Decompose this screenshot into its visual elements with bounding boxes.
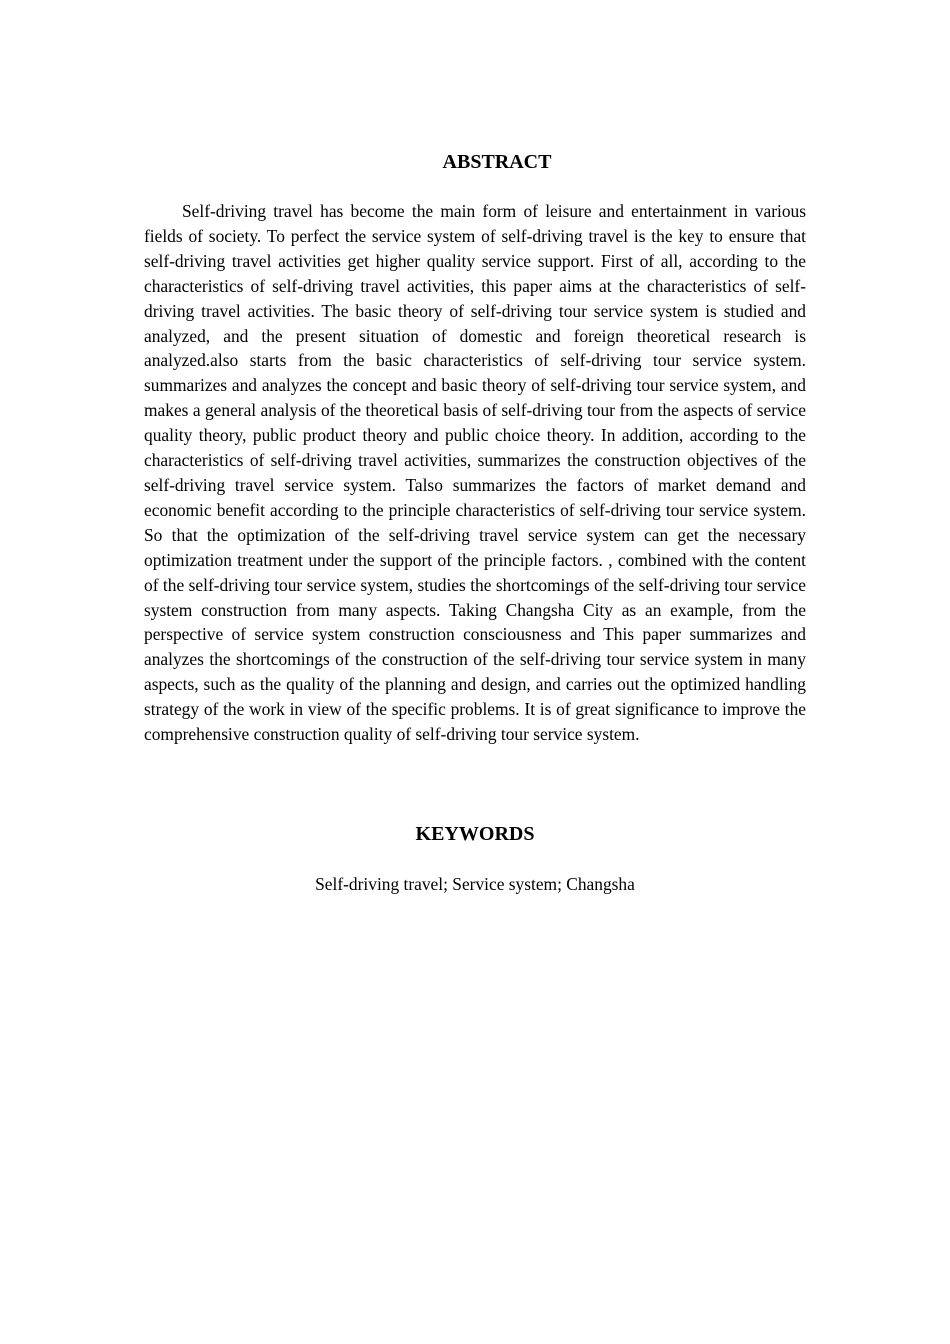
- keywords-heading: KEYWORDS: [415, 823, 535, 845]
- keywords-text: Self-driving travel; Service system; Changsha: [315, 874, 635, 894]
- abstract-body: Self-driving travel has become the main form of leisure and entertainment in various fields of society. To perfect the service system of self-driving travel is the key to ensure that self-driving travel activities get higher quality service support. First of all, according to the characteristics of self-driving travel activities, this paper aims at the characteristics of self-driving travel activities. The basic theory of self-driving tour service system is studied and analyzed, and the present situation of domestic and foreign theoretical research is analyzed.also starts from the basic characteristics of self-driving tour service system. summarizes and analyzes the concept and basic theory of self-driving tour service system, and makes a general analysis of the theoretical basis of self-driving tour from the aspects of service quality theory, public product theory and public choice theory. In addition, according to the characteristics of self-driving travel activities, summarizes the construction objectives of the self-driving travel service system. Talso summarizes the factors of market demand and economic benefit according to the principle characteristics of self-driving tour service system. So that the optimization of the self-driving travel service system can get the necessary optimization treatment under the support of the principle factors. , combined with the content of the self-driving tour service system, studies the shortcomings of the self-driving tour service system construction from many aspects. Taking Changsha City as an example, from the perspective of service system construction consciousness and This paper summarizes and analyzes the shortcomings of the construction of the self-driving tour service system in many aspects, such as the quality of the planning and design, and carries out the optimized handling strategy of the work in view of the specific problems. It is of great significance to improve the comprehensive construction quality of self-driving tour service system.: [144, 201, 806, 745]
- abstract-heading: ABSTRACT: [442, 151, 552, 173]
